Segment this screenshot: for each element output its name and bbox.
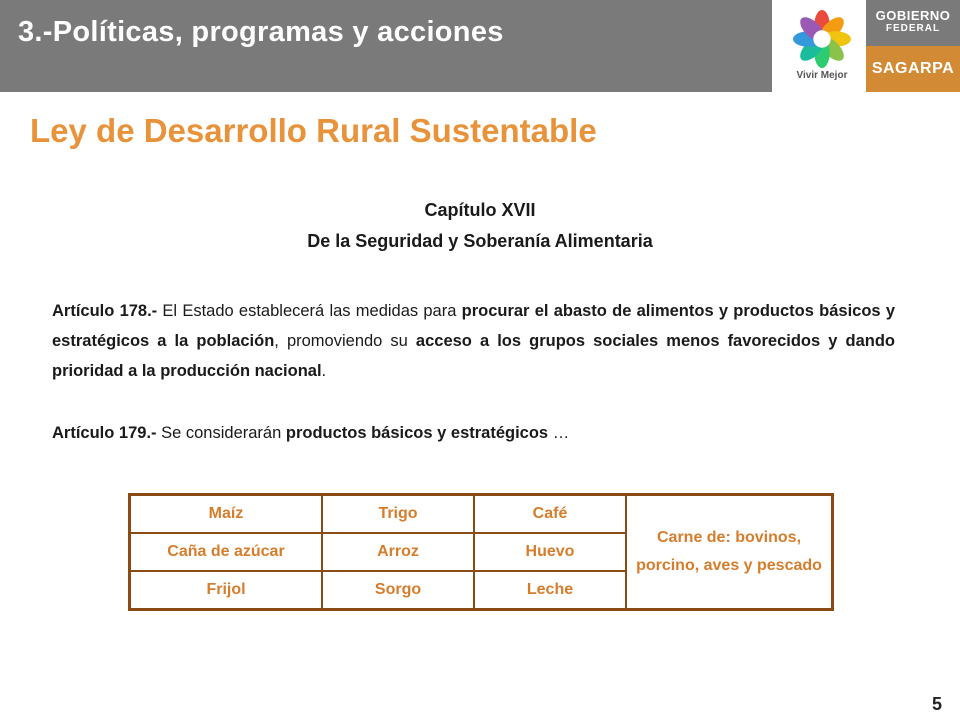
- article-178-text1: El Estado establecerá las medidas para: [157, 302, 462, 320]
- table-cell: Sorgo: [322, 571, 474, 610]
- meat-cell: Carne de: bovinos, porcino, aves y pescado: [626, 495, 833, 610]
- table-cell: Huevo: [474, 533, 626, 571]
- table-cell: Caña de azúcar: [130, 533, 323, 571]
- article-178-bold2: acceso a los grupos sociales menos favorecidos y dando prioridad a la producción nacional: [52, 332, 895, 380]
- article-178-text2: , promoviendo su: [274, 332, 416, 350]
- article-178-text3: .: [321, 362, 327, 380]
- table-row: [130, 495, 833, 534]
- chapter-title: De la Seguridad y Soberanía Alimentaria: [307, 231, 653, 251]
- table-cell: Leche: [474, 571, 626, 610]
- header-band: [0, 0, 772, 92]
- article-179: [52, 418, 895, 448]
- article-178-label: Artículo 178.-: [52, 302, 158, 320]
- table-cell: Trigo: [322, 495, 474, 534]
- table-cell: Arroz: [322, 533, 474, 571]
- gov-line1: GOBIERNO: [875, 8, 951, 23]
- table-cell: Maíz: [130, 495, 323, 534]
- flower-logo-icon: [793, 10, 851, 68]
- logo-caption: Vivir Mejor: [796, 70, 848, 81]
- gobierno-federal-badge: [866, 0, 960, 46]
- section-title: 3.-Políticas, programas y acciones: [18, 16, 504, 48]
- law-title: Ley de Desarrollo Rural Sustentable: [30, 112, 597, 149]
- article-178: [52, 296, 895, 386]
- products-table: [128, 493, 834, 611]
- gov-line2: FEDERAL: [885, 23, 941, 34]
- sagarpa-badge: SAGARPA: [866, 46, 960, 92]
- article-178-bold1: procurar el abasto de alimentos y productos básicos y estratégicos a la población: [52, 302, 895, 350]
- article-179-bold1: productos básicos y estratégicos: [285, 424, 549, 442]
- article-179-text1: Se considerarán: [156, 424, 286, 442]
- article-179-label: Artículo 179.-: [52, 424, 157, 442]
- page-number: 5: [931, 694, 942, 714]
- vivir-mejor-logo: [778, 0, 866, 92]
- table-cell: Frijol: [130, 571, 323, 610]
- chapter-number: Capítulo XVII: [424, 200, 536, 220]
- table-cell: Café: [474, 495, 626, 534]
- article-179-text2: …: [548, 424, 570, 442]
